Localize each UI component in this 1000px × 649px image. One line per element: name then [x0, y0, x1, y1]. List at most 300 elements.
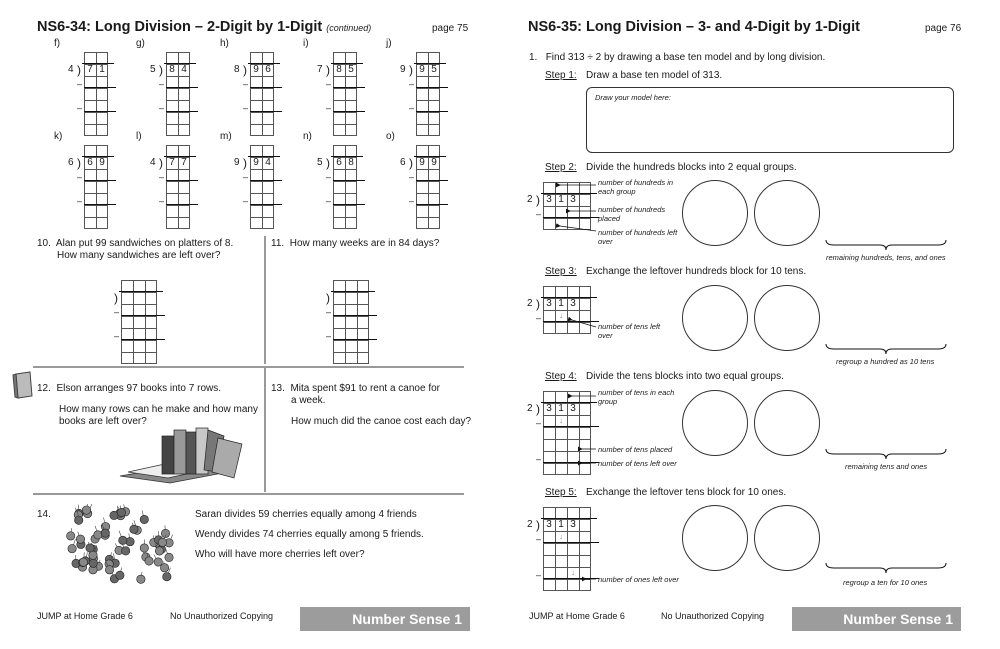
brace-icon [824, 238, 948, 252]
answer-cell[interactable] [428, 181, 440, 193]
dividend-digit: 3 [570, 519, 576, 530]
answer-cell[interactable] [178, 217, 190, 229]
subtraction-line [166, 87, 198, 88]
divisor: 2 [527, 403, 533, 414]
answer-cell[interactable] [333, 181, 345, 193]
brace-label-step3: regroup a hundred as 10 tens [836, 357, 935, 366]
problem-label: m) [220, 131, 232, 142]
subtraction-line [250, 111, 282, 112]
cherry [76, 535, 84, 543]
cherry [105, 566, 113, 574]
answer-cell[interactable] [428, 205, 440, 217]
note-hundreds-each-group: number of hundreds in each group [598, 178, 674, 196]
problem-label: f) [54, 38, 61, 49]
dividend-digit: 4 [265, 157, 271, 168]
section-divider [33, 493, 464, 495]
minus-sign: – [77, 79, 83, 89]
answer-cell[interactable] [178, 205, 190, 217]
title-text: NS6-34: Long Division – 2-Digit by 1-Digit [37, 19, 323, 35]
note-tens-each-group: number of tens in each group [598, 388, 675, 406]
answer-cell[interactable] [333, 88, 345, 100]
step-3-text: Exchange the leftover hundreds block for 10 tens. [586, 266, 807, 277]
divisor: 9 [400, 64, 406, 75]
answer-cell[interactable] [178, 88, 190, 100]
dividend-digit: 1 [558, 194, 564, 205]
question-12: 12. Elson arranges 97 books into 7 rows. [37, 383, 222, 394]
section-divider [33, 366, 464, 368]
answer-cell[interactable] [262, 124, 274, 136]
divisor: 2 [527, 298, 533, 309]
divisor: 6 [400, 157, 406, 168]
dividend-digit: 1 [558, 298, 564, 309]
footer-strand-right: Number Sense 1 [792, 607, 961, 631]
cherry [137, 575, 145, 583]
divisor: 5 [150, 64, 156, 75]
answer-cell[interactable] [96, 88, 108, 100]
answer-cell[interactable] [166, 217, 178, 229]
question-11: 11. How many weeks are in 84 days? [271, 238, 440, 249]
books-illustration [118, 422, 250, 484]
answer-cell[interactable] [96, 217, 108, 229]
division-bracket: ) [409, 156, 413, 170]
minus-sign: – [159, 196, 165, 206]
brace-label-step4: remaining tens and ones [845, 462, 928, 471]
answer-cell[interactable] [357, 316, 369, 328]
minus-sign: – [536, 570, 542, 580]
brace-label-step2: remaining hundreds, tens, and ones [826, 253, 946, 262]
dividend-digit: 1 [99, 64, 105, 75]
answer-cell[interactable] [84, 181, 96, 193]
note-hundreds-placed: number of hundreds placed [598, 205, 666, 223]
division-bracket: ) [243, 156, 247, 170]
division-bracket: ) [536, 297, 540, 311]
answer-cell[interactable] [416, 217, 428, 229]
dividend-digit: 7 [169, 157, 175, 168]
answer-cell[interactable] [84, 112, 96, 124]
answer-cell[interactable] [84, 205, 96, 217]
answer-cell[interactable] [121, 352, 133, 364]
question-14-line1: Saran divides 59 cherries equally among 4 friends [195, 509, 417, 520]
subtraction-line [333, 111, 365, 112]
cherry [116, 571, 124, 579]
division-bracket: ) [536, 402, 540, 416]
division-bracket: ) [159, 63, 163, 77]
answer-cell[interactable] [133, 316, 145, 328]
cherry [67, 532, 75, 540]
dividend-digit: 8 [336, 64, 342, 75]
minus-sign: – [409, 196, 415, 206]
question-13: 13. Mita spent $91 to rent a canoe for a week. [271, 383, 441, 406]
divisor: 6 [68, 157, 74, 168]
question-14-number: 14. [37, 509, 51, 520]
divisor: 8 [234, 64, 240, 75]
footer-publisher-right: JUMP at Home Grade 6 [529, 611, 625, 621]
problem-label: i) [303, 38, 309, 49]
brace-icon [824, 342, 948, 356]
step-5: Step 5: [545, 487, 577, 498]
answer-cell[interactable] [345, 340, 357, 352]
answer-cell[interactable] [96, 124, 108, 136]
answer-cell[interactable] [345, 88, 357, 100]
brace-label-step5: regroup a ten for 10 ones [843, 578, 928, 587]
answer-cell[interactable] [250, 217, 262, 229]
cherry [101, 529, 109, 537]
step-2: Step 2: [545, 162, 577, 173]
subtraction-line [416, 111, 448, 112]
note-hundreds-left-over: number of hundreds left over [598, 228, 678, 246]
question-14-line3: Who will have more cherries left over? [195, 549, 365, 560]
dividend-digit: 1 [558, 403, 564, 414]
answer-cell[interactable] [333, 292, 345, 304]
minus-sign: – [409, 103, 415, 113]
bring-down-arrow-icon: ↓ [559, 311, 563, 320]
dividend-digit: 6 [265, 64, 271, 75]
subtraction-line [166, 111, 198, 112]
divisor: 4 [150, 157, 156, 168]
footer-publisher-left: JUMP at Home Grade 6 [37, 611, 133, 621]
division-bracket: ) [326, 156, 330, 170]
group-circle-4a[interactable] [682, 390, 748, 456]
subtraction-line [166, 204, 198, 205]
subtraction-line [333, 180, 365, 181]
minus-sign: – [326, 103, 332, 113]
dividend-digit: 3 [546, 298, 552, 309]
note-ones-left-over: number of ones left over [598, 575, 679, 584]
minus-sign: – [243, 172, 249, 182]
subtraction-line [416, 180, 448, 181]
answer-cell[interactable] [121, 316, 133, 328]
answer-cell[interactable] [416, 124, 428, 136]
answer-cell[interactable] [84, 217, 96, 229]
minus-sign: – [243, 103, 249, 113]
answer-cell[interactable] [96, 205, 108, 217]
problem-label: h) [220, 38, 229, 49]
answer-cell[interactable] [84, 124, 96, 136]
answer-cell[interactable] [166, 124, 178, 136]
answer-cell[interactable] [262, 112, 274, 124]
minus-sign: – [114, 307, 120, 317]
cherry [119, 536, 127, 544]
subtraction-line [84, 87, 116, 88]
footer-copyright-left: No Unauthorized Copying [170, 611, 274, 621]
answer-cell[interactable] [345, 181, 357, 193]
division-bar [331, 291, 375, 292]
answer-cell[interactable] [96, 112, 108, 124]
group-circle-4b[interactable] [754, 390, 820, 456]
answer-cell[interactable] [166, 88, 178, 100]
answer-cell[interactable] [345, 316, 357, 328]
step-1: Step 1: [545, 70, 577, 81]
answer-cell[interactable] [121, 340, 133, 352]
answer-cell[interactable] [345, 124, 357, 136]
answer-cell[interactable] [145, 292, 157, 304]
dividend-digit: 7 [87, 64, 93, 75]
dividend-digit: 8 [348, 157, 354, 168]
answer-cell[interactable] [166, 112, 178, 124]
page-title-left [37, 19, 371, 35]
minus-sign: – [77, 172, 83, 182]
division-bracket: ) [77, 156, 81, 170]
answer-cell[interactable] [416, 112, 428, 124]
division-bracket: ) [536, 193, 540, 207]
answer-cell[interactable] [345, 352, 357, 364]
divisor: 2 [527, 519, 533, 530]
answer-cell[interactable] [333, 217, 345, 229]
cherry [165, 553, 173, 561]
answer-cell[interactable] [333, 112, 345, 124]
answer-cell[interactable] [262, 205, 274, 217]
cherry [163, 573, 171, 581]
dividend-digit: 9 [431, 157, 437, 168]
answer-cell[interactable] [428, 88, 440, 100]
dividend-digit: 9 [253, 64, 259, 75]
subtraction-line [333, 87, 365, 88]
answer-cell[interactable] [133, 340, 145, 352]
minus-sign: – [326, 196, 332, 206]
problem-label: o) [386, 131, 395, 142]
subtraction-line [84, 204, 116, 205]
answer-cell[interactable] [345, 205, 357, 217]
group-circle-2b[interactable] [754, 180, 820, 246]
answer-cell[interactable] [333, 316, 345, 328]
answer-cell[interactable] [262, 181, 274, 193]
minus-sign: – [536, 209, 542, 219]
answer-cell[interactable] [333, 124, 345, 136]
minus-sign: – [536, 313, 542, 323]
problem-label: j) [386, 38, 392, 49]
step-5-text: Exchange the leftover tens block for 10 ones. [586, 487, 787, 498]
answer-cell[interactable] [96, 181, 108, 193]
group-circle-3b[interactable] [754, 285, 820, 351]
answer-cell[interactable] [428, 217, 440, 229]
note-tens-placed: number of tens placed [598, 445, 673, 454]
step-4: Step 4: [545, 371, 577, 382]
subtraction-line [416, 204, 448, 205]
answer-cell[interactable] [133, 352, 145, 364]
page-title-right: NS6-35: Long Division – 3- and 4-Digit by 1-Digit [528, 19, 860, 35]
answer-cell[interactable] [357, 340, 369, 352]
cherry [155, 547, 163, 555]
divisor: 7 [317, 64, 323, 75]
cherry [89, 551, 97, 559]
cherry [94, 531, 102, 539]
minus-sign: – [159, 172, 165, 182]
division-bracket: ) [243, 63, 247, 77]
dividend-digit: 5 [431, 64, 437, 75]
minus-sign: – [326, 307, 332, 317]
brace-icon [824, 447, 948, 461]
dividend-digit: 3 [570, 194, 576, 205]
cherry [68, 544, 76, 552]
answer-cell[interactable] [333, 340, 345, 352]
problem-label: l) [136, 131, 142, 142]
bring-down-arrow-icon: ↓ [559, 532, 563, 541]
divisor: 9 [234, 157, 240, 168]
answer-cell[interactable] [345, 112, 357, 124]
answer-cell[interactable] [145, 352, 157, 364]
problem-label: k) [54, 131, 63, 142]
bring-down-arrow-icon: ↓ [571, 568, 575, 577]
group-circle-5a[interactable] [682, 505, 748, 571]
answer-cell[interactable] [250, 205, 262, 217]
dividend-digit: 5 [348, 64, 354, 75]
cherry [75, 516, 83, 524]
division-bracket: ) [326, 63, 330, 77]
answer-cell[interactable] [84, 88, 96, 100]
division-bar [119, 291, 163, 292]
dividend-digit: 3 [546, 194, 552, 205]
subtraction-line [333, 204, 365, 205]
model-box-label: Draw your model here: [595, 93, 671, 102]
minus-sign: – [536, 454, 542, 464]
division-bracket: ) [536, 518, 540, 532]
divisor: 2 [527, 194, 533, 205]
step-4-text: Divide the tens blocks into two equal groups. [586, 371, 784, 382]
minus-sign: – [536, 418, 542, 428]
answer-cell[interactable] [178, 124, 190, 136]
minus-sign: – [409, 79, 415, 89]
subtraction-line [250, 204, 282, 205]
answer-cell[interactable] [145, 316, 157, 328]
subtraction-line [250, 87, 282, 88]
section-divider [264, 236, 266, 364]
dividend-digit: 6 [336, 157, 342, 168]
dividend-digit: 3 [570, 298, 576, 309]
minus-sign: – [77, 103, 83, 113]
dividend-digit: 9 [253, 157, 259, 168]
dividend-digit: 1 [558, 519, 564, 530]
page-number-right: page 76 [925, 23, 962, 34]
answer-cell[interactable] [416, 205, 428, 217]
dividend-digit: 7 [181, 157, 187, 168]
answer-cell[interactable] [178, 112, 190, 124]
answer-cell[interactable] [333, 205, 345, 217]
note-tens-left-over-4: number of tens left over [598, 459, 677, 468]
model-drawing-box[interactable] [586, 87, 954, 153]
cherry [140, 544, 148, 552]
cherry [89, 559, 97, 567]
dividend-digit: 4 [181, 64, 187, 75]
cherry [130, 525, 138, 533]
subtraction-line [84, 111, 116, 112]
answer-cell[interactable] [333, 352, 345, 364]
cherry [160, 564, 168, 572]
subtraction-line [166, 180, 198, 181]
answer-cell[interactable] [178, 181, 190, 193]
minus-sign: – [326, 331, 332, 341]
step-3: Step 3: [545, 266, 577, 277]
cherry [82, 506, 90, 514]
divisor: 5 [317, 157, 323, 168]
footer-strand-left: Number Sense 1 [300, 607, 470, 631]
subtraction-line [250, 180, 282, 181]
answer-cell[interactable] [166, 181, 178, 193]
answer-cell[interactable] [166, 205, 178, 217]
answer-cell[interactable] [250, 181, 262, 193]
minus-sign: – [326, 79, 332, 89]
brace-icon [824, 561, 948, 575]
dividend-digit: 9 [99, 157, 105, 168]
answer-cell[interactable] [357, 292, 369, 304]
dividend-digit: 3 [570, 403, 576, 414]
dividend-digit: 3 [546, 403, 552, 414]
answer-cell[interactable] [262, 217, 274, 229]
minus-sign: – [243, 196, 249, 206]
answer-cell[interactable] [262, 88, 274, 100]
title-note: (continued) [326, 23, 372, 33]
answer-cell[interactable] [345, 292, 357, 304]
minus-sign: – [409, 172, 415, 182]
question-13-text: How much did the canoe cost each day? [291, 416, 472, 427]
section-divider [264, 368, 266, 492]
question-12-text: How many rows can he make and how many books are left over? [59, 404, 258, 427]
cherries-illustration [64, 504, 176, 588]
cherry [140, 515, 148, 523]
minus-sign: – [326, 172, 332, 182]
footer-copyright-right: No Unauthorized Copying [661, 611, 765, 621]
page-number-left: page 75 [432, 23, 469, 34]
dividend-digit: 6 [87, 157, 93, 168]
group-circle-2a[interactable] [682, 180, 748, 246]
answer-cell[interactable] [416, 181, 428, 193]
answer-cell[interactable] [428, 112, 440, 124]
dividend-digit: 3 [546, 519, 552, 530]
answer-cell[interactable] [357, 352, 369, 364]
question-1: 1. Find 313 ÷ 2 by drawing a base ten model and by long division. [529, 52, 826, 63]
division-bracket: ) [114, 291, 118, 305]
answer-cell[interactable] [345, 217, 357, 229]
step-2-text: Divide the hundreds blocks into 2 equal groups. [586, 162, 797, 173]
cherry [145, 557, 153, 565]
answer-cell[interactable] [428, 124, 440, 136]
minus-sign: – [159, 79, 165, 89]
cherry [79, 558, 87, 566]
subtraction-line [416, 87, 448, 88]
division-bracket: ) [409, 63, 413, 77]
group-circle-3a[interactable] [682, 285, 748, 351]
answer-cell[interactable] [133, 292, 145, 304]
note-arrows [530, 170, 602, 590]
dividend-digit: 9 [419, 64, 425, 75]
note-tens-left-over: number of tens left over [598, 322, 661, 340]
answer-cell[interactable] [416, 88, 428, 100]
problem-label: n) [303, 131, 312, 142]
subtraction-line [121, 339, 165, 340]
minus-sign: – [536, 534, 542, 544]
step-1-text: Draw a base ten model of 313. [586, 70, 723, 81]
minus-sign: – [159, 103, 165, 113]
cherry [117, 508, 125, 516]
division-bracket: ) [159, 156, 163, 170]
minus-sign: – [114, 331, 120, 341]
dividend-digit: 9 [419, 157, 425, 168]
answer-cell[interactable] [250, 88, 262, 100]
group-circle-5b[interactable] [754, 505, 820, 571]
cherry [121, 547, 129, 555]
minus-sign: – [77, 196, 83, 206]
bring-down-arrow-icon: ↓ [559, 416, 563, 425]
answer-cell[interactable] [250, 124, 262, 136]
division-bracket: ) [326, 291, 330, 305]
divisor: 4 [68, 64, 74, 75]
answer-cell[interactable] [121, 292, 133, 304]
book-icon [12, 370, 36, 400]
answer-cell[interactable] [145, 340, 157, 352]
question-14-line2: Wendy divides 74 cherries equally among 5 friends. [195, 529, 424, 540]
subtraction-line [333, 339, 377, 340]
answer-cell[interactable] [250, 112, 262, 124]
subtraction-line [84, 180, 116, 181]
